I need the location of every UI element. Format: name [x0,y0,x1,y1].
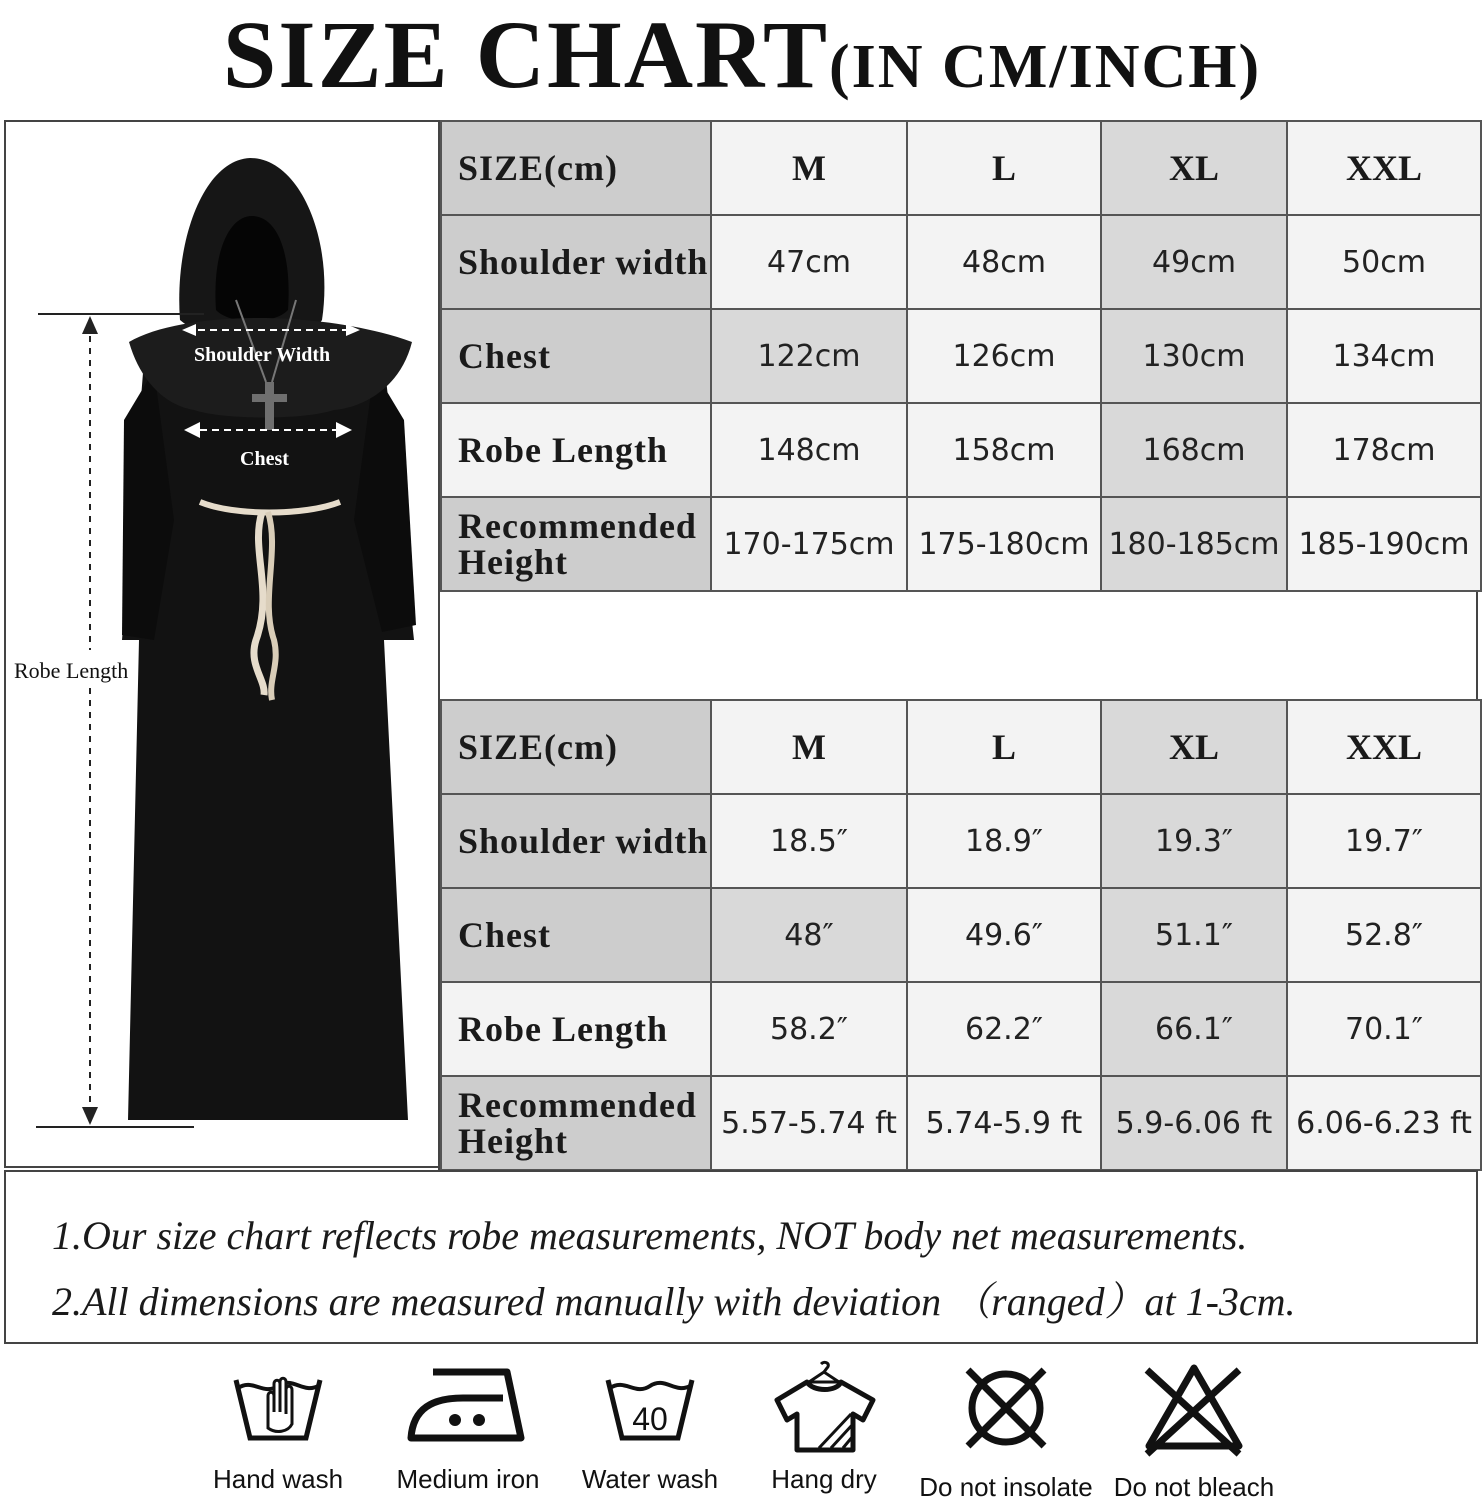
table-cell: 49.6″ [907,888,1101,982]
table-cell: 122cm [711,309,907,403]
table-cell: 18.9″ [907,794,1101,888]
size-header: SIZE(cm) [441,700,711,794]
table-row [441,215,1481,309]
table-cell: 5.57-5.74 ft [711,1076,907,1170]
table-cell: 178cm [1287,403,1481,497]
notes-box [4,1170,1478,1344]
table-cell: 66.1″ [1101,982,1287,1076]
table-row [441,794,1481,888]
size-xxl-header: XXL [1287,121,1481,215]
table-cell: 47cm [711,215,907,309]
row-label: Chest [441,888,711,982]
label-robe-length: Robe Length [14,658,129,683]
row-label: Robe Length [441,403,711,497]
wash-temperature: 40 [632,1401,668,1437]
care-label-medium-iron: Medium iron [396,1464,540,1494]
table-row [441,888,1481,982]
do-not-bleach-icon [1139,1358,1249,1458]
size-table-inch [440,699,1482,1171]
medium-iron-icon [403,1358,533,1448]
note-2: 2.All dimensions are measured manually with deviation （ranged）at 1-3cm. [52,1279,1296,1324]
size-xxl-header: XXL [1287,700,1481,794]
table-cell: 180-185cm [1101,497,1287,591]
row-label: Shoulder width [441,794,711,888]
table-cell: 158cm [907,403,1101,497]
row-label: Robe Length [441,982,711,1076]
table-cell: 58.2″ [711,982,907,1076]
label-shoulder-width: Shoulder Width [194,344,331,366]
table-cell: 19.7″ [1287,794,1481,888]
care-label-do-not-insolate: Do not insolate [919,1472,1093,1502]
robe-length-arrowhead-top [82,316,98,334]
do-not-insolate-icon [956,1358,1056,1458]
care-label-hand-wash: Hand wash [212,1464,344,1494]
label-chest: Chest [240,448,289,470]
title-unit: (IN CM/INCH) [829,33,1262,101]
table-row [441,121,1481,215]
table-cell: 175-180cm [907,497,1101,591]
table-cell: 168cm [1101,403,1287,497]
title-main: SIZE CHART [222,1,829,108]
table-cell: 19.3″ [1101,794,1287,888]
size-l-header: L [907,121,1101,215]
cross-horizontal [252,394,287,402]
row-label: Shoulder width [441,215,711,309]
size-m-header: M [711,700,907,794]
table-cell: 48cm [907,215,1101,309]
size-m-header: M [711,121,907,215]
size-header: SIZE(cm) [441,121,711,215]
table-cell: 52.8″ [1287,888,1481,982]
robe-figure [4,120,440,1170]
cross-vertical [265,382,274,430]
table-cell: 48″ [711,888,907,982]
table-cell: 62.2″ [907,982,1101,1076]
table-row [441,309,1481,403]
table-cell: 126cm [907,309,1101,403]
hang-dry-icon [769,1358,879,1458]
table-cell: 170-175cm [711,497,907,591]
care-label-water-wash: Water wash [581,1464,719,1494]
size-table-cm [440,120,1482,592]
table-cell: 5.9-6.06 ft [1101,1076,1287,1170]
table-row [441,497,1481,591]
robe-illustration [4,120,440,1170]
size-l-header: L [907,700,1101,794]
water-wash-40-icon [600,1358,700,1448]
table-cell: 134cm [1287,309,1481,403]
page-title [0,0,1484,112]
table-cell: 49cm [1101,215,1287,309]
size-xl-header: XL [1101,121,1287,215]
row-label: Recommended Height [441,1076,711,1170]
row-label: Chest [441,309,711,403]
table-row [441,700,1481,794]
care-instructions [0,1350,1484,1500]
table-row [441,1076,1481,1170]
care-label-hang-dry: Hang dry [771,1464,877,1494]
care-item-do-not-bleach [1094,1350,1294,1500]
note-1: 1.Our size chart reflects robe measurements, NOT body net measurements. [52,1213,1248,1258]
table-cell: 18.5″ [711,794,907,888]
row-label: Recommended Height [441,497,711,591]
size-xl-header: XL [1101,700,1287,794]
table-cell: 6.06-6.23 ft [1287,1076,1481,1170]
table-cell: 50cm [1287,215,1481,309]
table-cell: 130cm [1101,309,1287,403]
table-cell: 5.74-5.9 ft [907,1076,1101,1170]
table-cell: 185-190cm [1287,497,1481,591]
hand-wash-icon [228,1358,328,1448]
table-row [441,982,1481,1076]
care-label-do-not-bleach: Do not bleach [1113,1472,1275,1502]
table-cell: 70.1″ [1287,982,1481,1076]
robe-length-arrowhead-bottom [82,1107,98,1125]
table-row [441,403,1481,497]
table-cell: 51.1″ [1101,888,1287,982]
table-cell: 148cm [711,403,907,497]
